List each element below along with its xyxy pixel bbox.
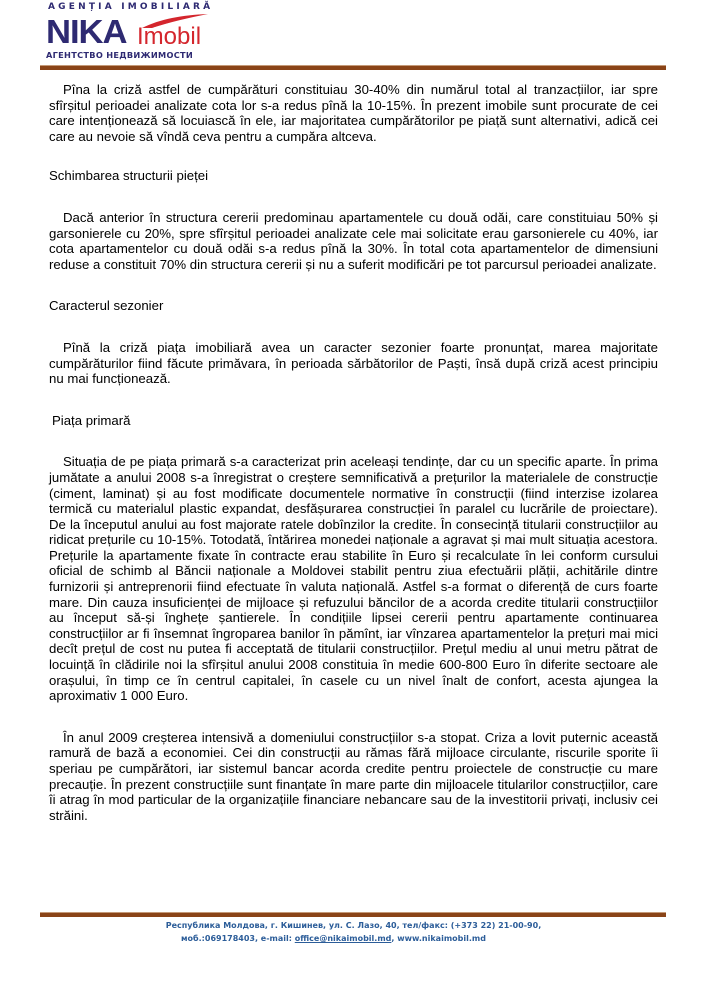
section-heading: Schimbarea structurii pieței [49,168,209,184]
logo-brand-suffix: Imobil [137,23,202,50]
footer-address: Республика Молдова, г. Кишинев, ул. С. Лазо, 40, тел/факс: (+373 22) 21-00-90, [165,921,542,930]
paragraph: Pîna la criză astfel de cumpărături constituiau 30-40% din numărul total al tranzacțiilor, iar spre sfîrșitul perioadei analizate cota lor s-a redus pînă la 10-15%. În prezent imobile sunt procurate de cei care intenționează să locuiască în ele, iar majoritatea cumpărătorilor pe piață sunt alternativi, adică cei care au nevoie să vîndă ceva pentru a cumpăra altceva. [49,82,658,144]
header-divider [40,65,666,70]
section-heading: Piața primară [52,412,131,428]
section-heading: Caracterul sezonier [49,298,164,314]
logo-tagline-ro: AGENȚIA IMOBILIARĂ [48,2,214,12]
paragraph: Dacă anterior în structura cererii predominau apartamentele cu două odăi, care constituiau 50% și garsonierele cu 20%, spre sfîrșitul perioadei analizate cele mai solicitate erau garsonierele cu 40%, iar cota apartamentelor cu două odăi s-a redus pînă la 30%. În total cota apartamentelor de dimensiuni reduse a constituit 70% din structura cererii și nu a suferit modificări pe tot parcursul perioadei analizate. [49,209,658,272]
document-body [49,82,658,823]
paragraph: În anul 2009 creșterea intensivă a domeniului construcțiilor s-a stopat. Criza a lovit puternic această ramură de bază a economiei. Cei din construcții au rămas fără mijloace circulante, riscurile sporite îi speriau pe cumpărători, iar sistemul bancar acorda credite pentru proiectele de construcție cu mare precauție. În prezent construcțiile sunt finanțate în mare parte din mijloacele titularilor construcțiilor, care îi atrag în mod particular de la organizațiile financiare nebancare sau de la investitorii privați, inclusiv cei străini. [49,729,658,823]
footer-contact-line [0,932,707,945]
paragraph: Situația de pe piața primară s-a caracterizat prin aceleași tendințe, dar cu un specific aparte. În prima jumătate a anului 2008 s-a înregistrat o creștere semnificativă a prețurilor la materialele de construcție (ciment, laminat) și au fost modificate documentele normative în construcții (fiind interzise izolarea termică cu materialul plastic expandat, desfășurarea construcției în paralel cu lucrările de proiectare). De la începutul anului au fost majorate ratele dobînzilor la credite. În consecință titularii construcțiilor au ridicat prețurile cu 10-15%. Totodată, întărirea monedei naționale a agravat și mai mult situația acestora. Prețurile la apartamente fixate în contracte erau stabilite în Euro și recalculate în lei conform cursului oficial de schimb al Băncii naționale a Moldovei stabilit pentru ziua efectuării plății, achitările dintre furnizorii și antreprenorii fiind efectuate în valuta națională. Astfel s-a format o diferență de curs foarte mare. Din cauza insuficienței de mijloace și refuzului băncilor de a acorda credite titularii construcțiilor au început să-și înghețe șantierele. În condițiile lipsei cererii pentru apartamente continuarea construcțiilor ar fi însemnat îngroparea banilor în pămînt, iar vînzarea apartamentelor la prețuri mai mici decît prețul de cost nu putea fi acceptată de titularii construcțiilor. Prețul mediu al unui metru pătrat de locuință în clădirile noi la sfîrșitul anului 2008 constituia în medie 600-800 Euro în diferite sectoare ale orașului, în timp ce în centrul capitalei, în casele cu un nivel înalt de confort, acesta ajungea la aproximativ 1 000 Euro. [49,454,658,704]
paragraph: Pînă la criză piața imobiliară avea un caracter sezonier foarte pronunțat, marea majoritate cumpărăturilor fiind făcute primăvara, în perioada sărbătorilor de Paști, însă după criză acest principiu nu mai funcționează. [49,339,658,387]
website-link[interactable]: www.nikaimobil.md [397,934,486,943]
footer-divider [40,912,666,917]
letterhead [0,0,707,75]
logo-brand-name: NIKA [46,13,127,50]
footer-phone: моб.:069178403, e-mail: [181,934,295,943]
footer-separator: , [391,934,398,943]
logo-tagline-ru: АГЕНТСТВО НЕДВИЖИМОСТИ [46,50,194,60]
email-link[interactable]: office@nikaimobil.md [294,934,392,943]
footer-contact [0,919,707,945]
